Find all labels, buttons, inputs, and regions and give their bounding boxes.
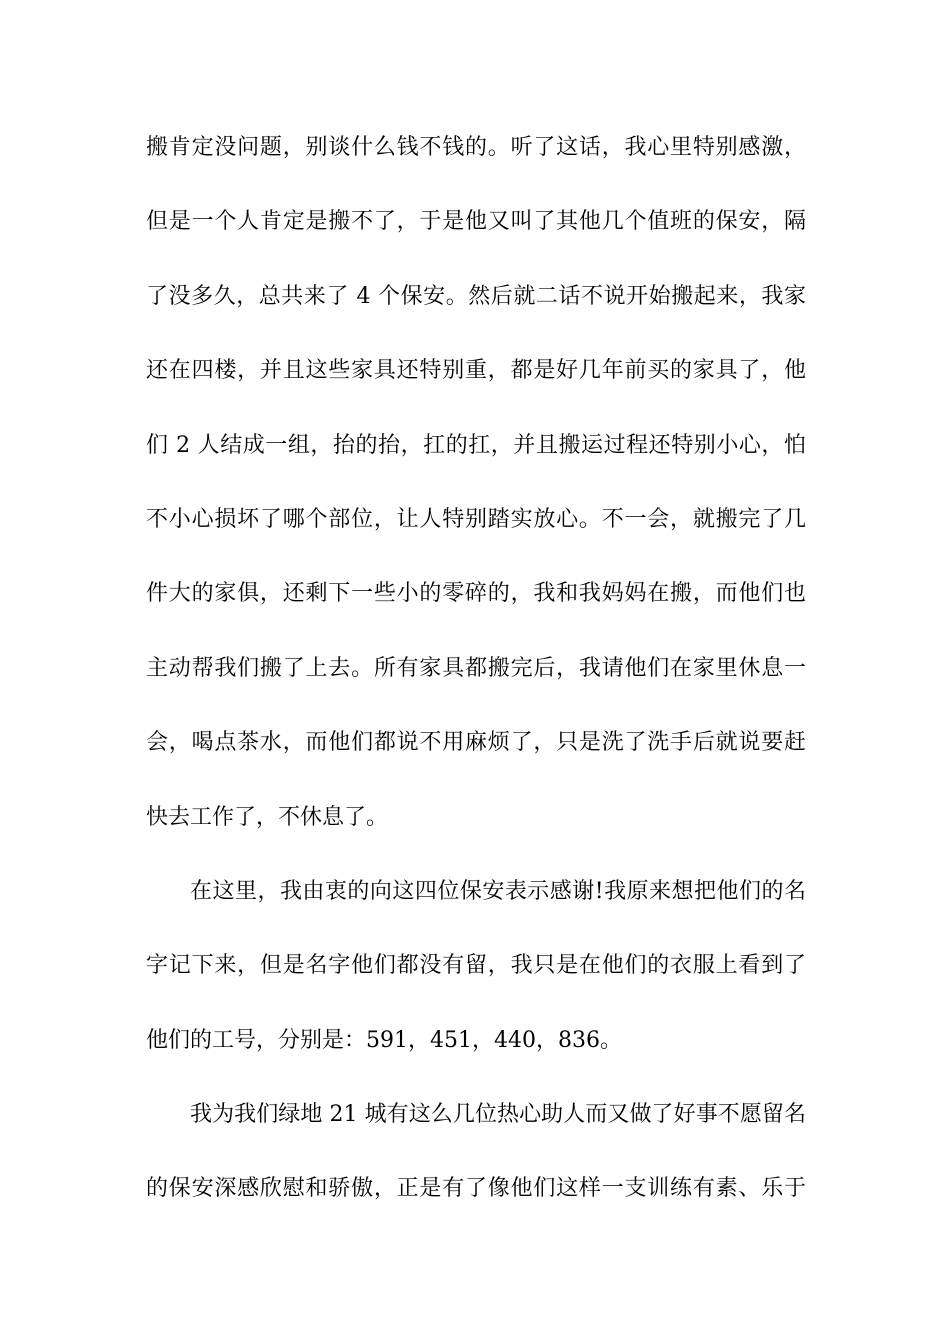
- body-text: [146, 124, 806, 1240]
- text-line: 但是一个人肯定是搬不了，于是他又叫了其他几个值班的保安，隔: [146, 209, 806, 235]
- text-line: 他们的工号，分别是：591，451，440，836。: [146, 1027, 622, 1053]
- text-line: 字记下来，但是名字他们都没有留，我只是在他们的衣服上看到了: [146, 953, 806, 979]
- text-line: 我为我们绿地 21 城有这么几位热心助人而又做了好事不愿留名: [190, 1102, 806, 1128]
- text-line: 的保安深感欣慰和骄傲，正是有了像他们这样一支训练有素、乐于: [146, 1176, 806, 1202]
- text-line: 不小心损坏了哪个部位，让人特别踏实放心。不一会，就搬完了几: [146, 506, 806, 532]
- text-line: 还在四楼，并且这些家具还特别重，都是好几年前买的家具了，他: [146, 358, 806, 384]
- text-line: 会，喝点茶水，而他们都说不用麻烦了，只是洗了洗手后就说要赶: [146, 730, 806, 756]
- text-line: 快去工作了，不休息了。: [146, 804, 389, 830]
- text-line: 搬肯定没问题，别谈什么钱不钱的。听了这话，我心里特别感激，: [146, 135, 806, 160]
- text-line: 在这里，我由衷的向这四位保安表示感谢!我原来想把他们的名: [190, 878, 806, 904]
- text-line: 了没多久，总共来了 4 个保安。然后就二话不说开始搬起来，我家: [146, 283, 806, 309]
- text-line: 们 2 人结成一组，抬的抬，扛的扛，并且搬运过程还特别小心，怕: [146, 432, 806, 458]
- text-line: 件大的家俱，还剩下一些小的零碎的，我和我妈妈在搬，而他们也: [146, 581, 806, 607]
- text-line: 主动帮我们搬了上去。所有家具都搬完后，我请他们在家里休息一: [146, 655, 806, 681]
